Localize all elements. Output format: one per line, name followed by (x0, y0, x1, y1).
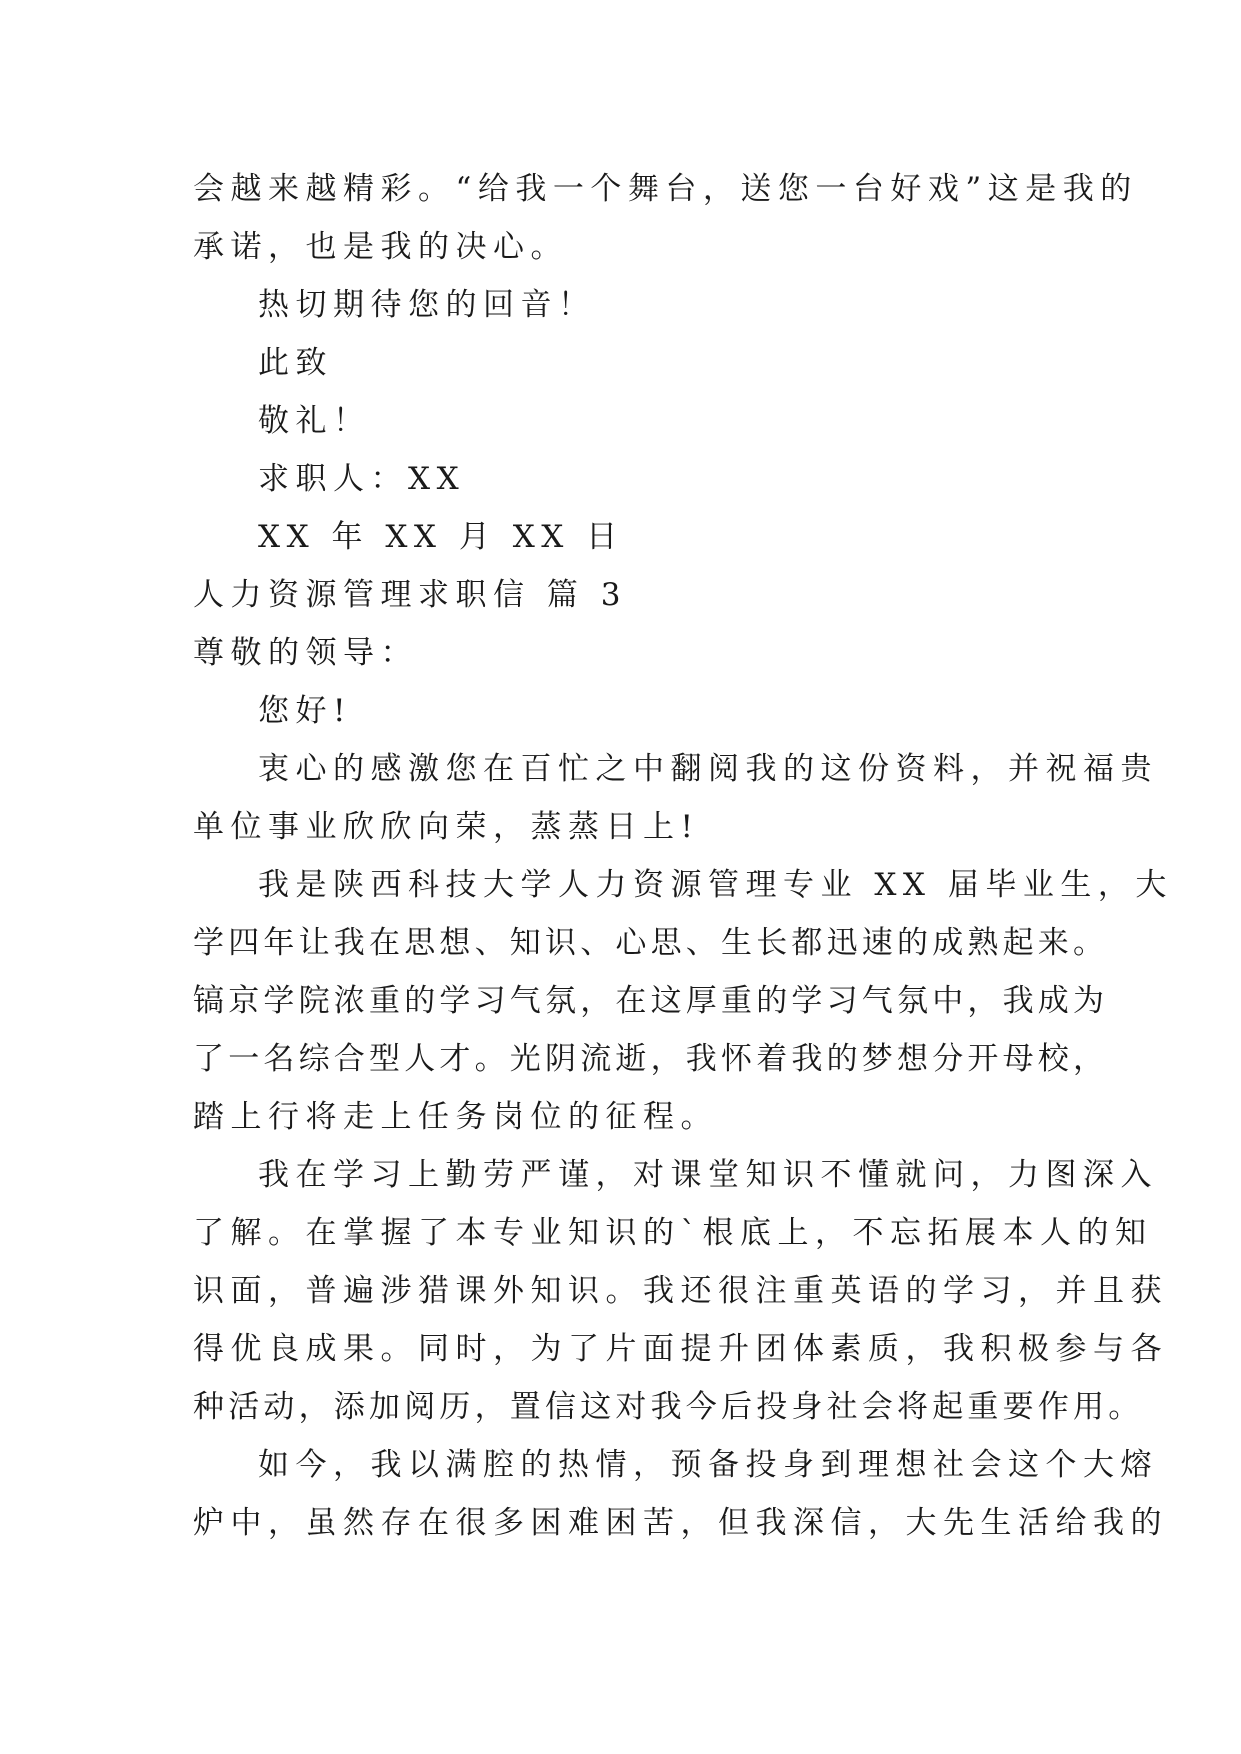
paragraph-line: 踏上行将走上任务岗位的征程。 (193, 1099, 718, 1135)
letter-body (193, 160, 1173, 1552)
paragraph-line: 承诺，也是我的决心。 (193, 229, 568, 265)
greeting-hello: 您好! (258, 693, 352, 729)
paragraph-line: 衷心的感激您在百忙之中翻阅我的这份资料，并祝福贵 (258, 751, 1158, 787)
paragraph-line: 我是陕西科技大学人力资源管理专业 XX 届毕业生，大 (258, 867, 1173, 903)
greeting-recipient: 尊敬的领导： (193, 635, 418, 671)
applicant-signature: 求职人：XX (258, 461, 466, 497)
paragraph-line: 单位事业欣欣向荣，蒸蒸日上! (193, 809, 700, 845)
paragraph-line: 了解。在掌握了本专业知识的`根底上，不忘拓展本人的知 (193, 1215, 1153, 1251)
paragraph-line: 学四年让我在思想、知识、心思、生长都迅速的成熟起来。 (193, 925, 1109, 961)
paragraph-line: 会越来越精彩。“给我一个舞台，送您一台好戏”这是我的 (193, 171, 1138, 207)
closing-expectation: 热切期待您的回音！ (258, 287, 596, 323)
paragraph-line: 炉中，虽然存在很多困难困苦，但我深信，大先生活给我的 (193, 1505, 1168, 1541)
paragraph-line: 识面，普遍涉猎课外知识。我还很注重英语的学习，并且获 (193, 1273, 1168, 1309)
section-title: 人力资源管理求职信 篇 3 (193, 577, 627, 613)
letter-date: XX 年 XX 月 XX 日 (258, 519, 624, 555)
paragraph-line: 得优良成果。同时，为了片面提升团体素质，我积极参与各 (193, 1331, 1168, 1367)
paragraph-line: 镐京学院浓重的学习气氛，在这厚重的学习气氛中，我成为 (193, 983, 1109, 1019)
paragraph-line: 如今，我以满腔的热情，预备投身到理想社会这个大熔 (258, 1447, 1158, 1483)
salutation-jingli: 敬礼！ (258, 403, 371, 439)
paragraph-line: 了一名综合型人才。光阴流逝，我怀着我的梦想分开母校， (193, 1041, 1109, 1077)
salutation-cizhi: 此致 (258, 345, 333, 381)
paragraph-line: 我在学习上勤劳严谨，对课堂知识不懂就问，力图深入 (258, 1157, 1158, 1193)
paragraph-line: 种活动，添加阅历，置信这对我今后投身社会将起重要作用。 (193, 1389, 1144, 1425)
